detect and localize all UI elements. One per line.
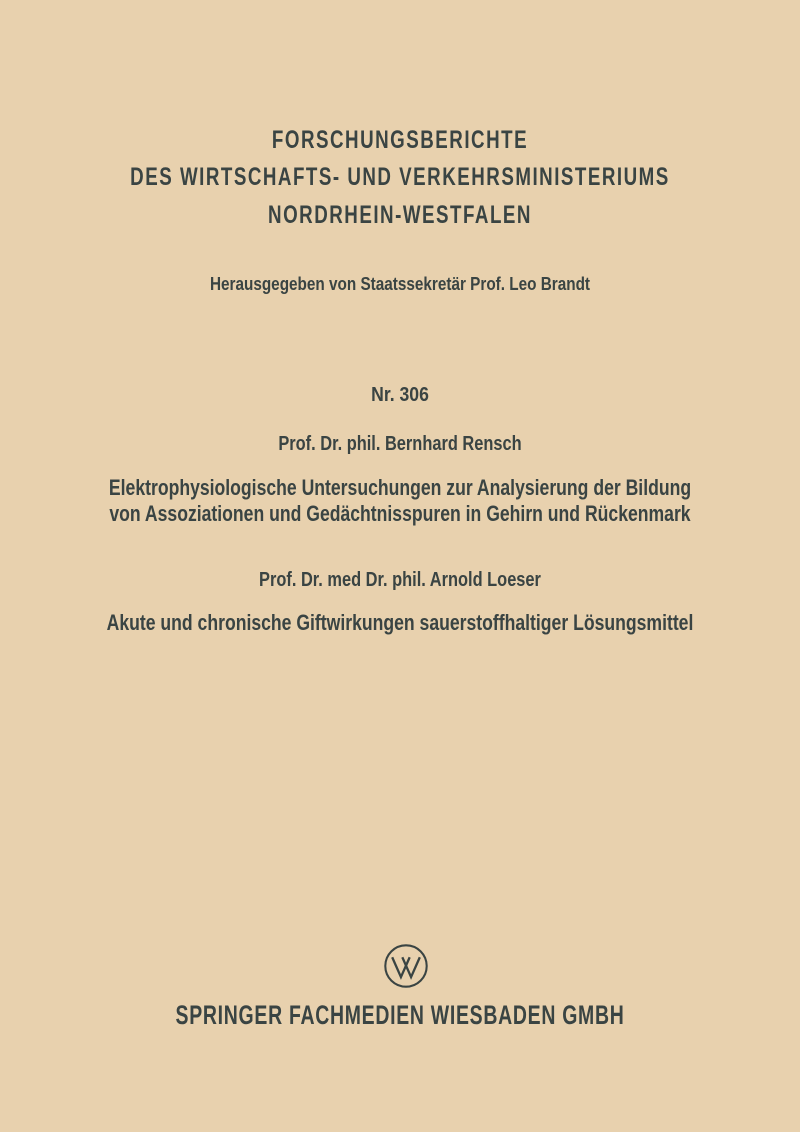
- work-title-rensch-line-1: Elektrophysiologische Untersuchungen zur Analysierung der Bildung: [108, 475, 692, 500]
- vieweg-w-monogram-icon: [383, 943, 429, 989]
- publisher-imprint: SPRINGER FACHMEDIEN WIESBADEN GMBH: [175, 1000, 625, 1030]
- series-header-line-3: NORDRHEIN-WESTFALEN: [268, 201, 532, 229]
- series-header-line-2: DES WIRTSCHAFTS- UND VERKEHRSMINISTERIUMS: [130, 163, 670, 191]
- work-title-rensch: [80, 475, 720, 526]
- issue-number: Nr. 306: [371, 384, 429, 406]
- editor-credit-line: Herausgegeben von Staatssekretär Prof. Leo Brandt: [209, 274, 591, 294]
- author-name-rensch: Prof. Dr. phil. Bernhard Rensch: [278, 433, 522, 455]
- work-title-loeser: Akute und chronische Giftwirkungen sauerstoffhaltiger Lösungsmittel: [106, 610, 694, 635]
- author-name-loeser: Prof. Dr. med Dr. phil. Arnold Loeser: [259, 569, 541, 591]
- series-header-line-1: FORSCHUNGSBERICHTE: [271, 126, 529, 154]
- work-title-rensch-line-2: von Assoziationen und Gedächtnisspuren in Gehirn und Rückenmark: [109, 500, 691, 526]
- publisher-logo: [383, 943, 429, 989]
